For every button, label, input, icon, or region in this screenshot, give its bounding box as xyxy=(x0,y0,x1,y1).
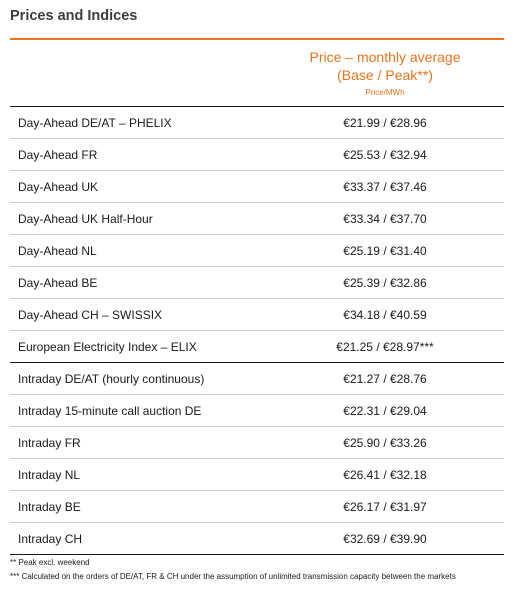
row-value: €22.31 / €29.04 xyxy=(343,404,427,418)
row-name: Intraday NL xyxy=(18,468,81,482)
row-name: Intraday BE xyxy=(18,500,81,514)
row-name: Day-Ahead UK Half-Hour xyxy=(18,212,153,226)
row-name: Intraday CH xyxy=(18,532,83,546)
column-header-title: Price – monthly average xyxy=(309,49,461,65)
row-value: €25.19 / €31.40 xyxy=(343,244,427,258)
prices-table xyxy=(10,38,504,555)
row-value: €21.99 / €28.96 xyxy=(343,116,427,130)
column-header-unit: Price/MWh xyxy=(365,88,405,97)
footnotes xyxy=(10,556,456,584)
row-name: Intraday FR xyxy=(18,436,81,450)
page-title: Prices and Indices xyxy=(10,8,138,24)
row-name: Day-Ahead FR xyxy=(18,148,98,162)
row-name: Day-Ahead BE xyxy=(18,276,98,290)
row-name: Day-Ahead NL xyxy=(18,244,97,258)
row-name: Intraday DE/AT (hourly continuous) xyxy=(18,372,205,386)
table-row xyxy=(10,139,504,171)
row-name: European Electricity Index – ELIX xyxy=(18,340,197,354)
footnote-peak: ** Peak excl. weekend xyxy=(10,558,90,567)
row-value: €32.69 / €39.90 xyxy=(343,532,427,546)
table-row xyxy=(10,427,504,459)
table-row xyxy=(10,491,504,523)
row-value: €25.53 / €32.94 xyxy=(343,148,427,162)
row-value: €26.17 / €31.97 xyxy=(343,500,427,514)
row-value: €25.90 / €33.26 xyxy=(343,436,427,450)
row-value: €21.27 / €28.76 xyxy=(343,372,427,386)
footnote-elix: *** Calculated on the orders of DE/AT, FR & CH under the assumption of unlimited transmission capacity between the markets xyxy=(10,572,456,581)
table-row xyxy=(10,267,504,299)
table-row xyxy=(10,107,504,139)
row-name: Intraday 15-minute call auction DE xyxy=(18,404,202,418)
table-row xyxy=(10,203,504,235)
table-header xyxy=(10,40,504,107)
row-name: Day-Ahead CH – SWISSIX xyxy=(18,308,163,322)
row-value: €26.41 / €32.18 xyxy=(343,468,427,482)
row-value: €34.18 / €40.59 xyxy=(343,308,427,322)
table-row xyxy=(10,523,504,555)
row-name: Day-Ahead UK xyxy=(18,180,99,194)
table-row xyxy=(10,299,504,331)
table-row xyxy=(10,363,504,395)
table-row xyxy=(10,395,504,427)
column-header-subtitle: (Base / Peak**) xyxy=(337,67,433,83)
row-name: Day-Ahead DE/AT – PHELIX xyxy=(18,116,172,130)
table-row xyxy=(10,331,504,363)
row-value: €33.34 / €37.70 xyxy=(343,212,427,226)
table-row xyxy=(10,171,504,203)
row-value: €25.39 / €32.86 xyxy=(343,276,427,290)
table-row xyxy=(10,459,504,491)
row-value: €33.37 / €37.46 xyxy=(343,180,427,194)
table-row xyxy=(10,235,504,267)
row-value: €21.25 / €28.97*** xyxy=(336,340,434,354)
